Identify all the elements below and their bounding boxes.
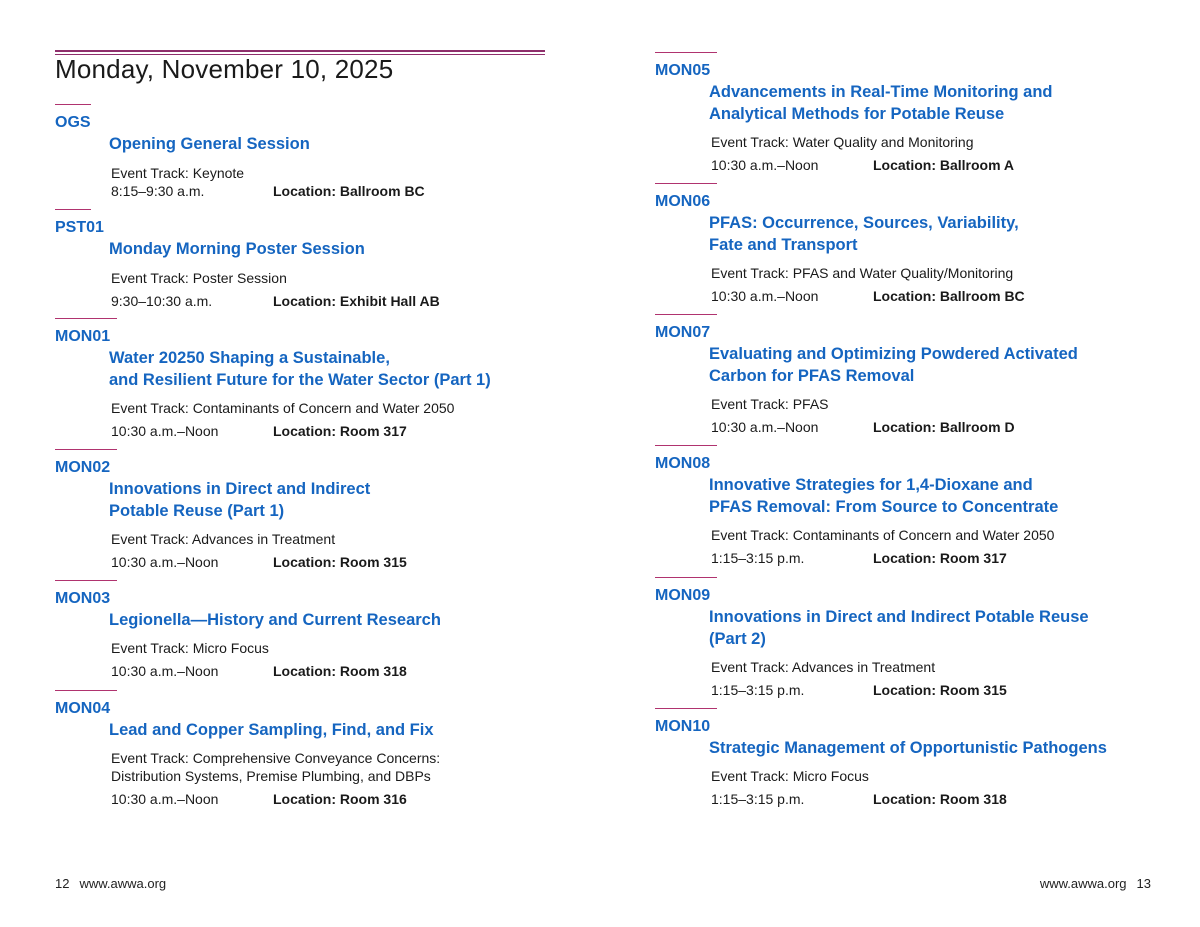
session-meta <box>111 790 600 808</box>
event-track: Event Track: Contaminants of Concern and Water 2050 <box>711 527 1055 543</box>
session-meta <box>111 182 600 200</box>
event-track: Event Track: Comprehensive Conveyance Concerns: <box>111 750 441 766</box>
session-title <box>109 347 600 391</box>
session-location: Location: Room 316 <box>273 791 407 807</box>
session-title <box>709 606 1175 650</box>
session-rule <box>655 52 717 53</box>
session-location: Location: Ballroom BC <box>273 183 425 199</box>
session-title <box>109 478 600 522</box>
session-location: Location: Ballroom D <box>873 419 1015 435</box>
session-location: Location: Room 315 <box>273 554 407 570</box>
session-title <box>709 81 1175 125</box>
session-rule <box>55 690 117 691</box>
session-location: Location: Room 318 <box>873 791 1007 807</box>
footer-right <box>1030 876 1151 891</box>
session-title <box>109 133 600 155</box>
page-number: 12 <box>55 876 70 891</box>
session-title <box>709 474 1175 518</box>
session-title-line: Evaluating and Optimizing Powdered Activated <box>709 345 1078 363</box>
session-mon08 <box>655 445 1175 567</box>
session-code: MON01 <box>55 328 111 345</box>
session-time: 9:30–10:30 a.m. <box>111 293 213 309</box>
event-track: Event Track: Poster Session <box>111 270 287 286</box>
session-mon09 <box>655 577 1175 699</box>
session-meta <box>111 662 600 680</box>
session-mon02 <box>55 449 600 571</box>
session-meta <box>711 790 1175 808</box>
session-title-line: Strategic Management of Opportunistic Pathogens <box>709 739 1107 757</box>
page-title: Monday, November 10, 2025 <box>55 54 394 84</box>
session-mon10 <box>655 708 1175 808</box>
event-track-continued: Distribution Systems, Premise Plumbing, and DBPs <box>111 768 431 784</box>
session-location: Location: Room 317 <box>873 550 1007 566</box>
session-time: 1:15–3:15 p.m. <box>711 791 805 807</box>
session-meta <box>711 549 1175 567</box>
session-time: 10:30 a.m.–Noon <box>711 419 819 435</box>
session-time: 10:30 a.m.–Noon <box>111 554 219 570</box>
session-mon06 <box>655 183 1175 305</box>
session-rule <box>55 449 117 450</box>
session-title-line: PFAS Removal: From Source to Concentrate <box>709 498 1059 516</box>
session-title <box>709 737 1175 759</box>
session-code: PST01 <box>55 219 104 236</box>
session-rule <box>655 183 717 184</box>
session-rule <box>55 580 117 581</box>
event-track: Event Track: Keynote <box>111 165 245 181</box>
event-track: Event Track: Micro Focus <box>711 768 869 784</box>
session-code: MON05 <box>655 62 711 79</box>
event-track: Event Track: PFAS <box>711 396 829 412</box>
event-track: Event Track: Micro Focus <box>111 640 269 656</box>
session-rule <box>55 104 91 105</box>
session-code: MON09 <box>655 587 711 604</box>
session-time: 10:30 a.m.–Noon <box>111 423 219 439</box>
session-time: 10:30 a.m.–Noon <box>711 288 819 304</box>
session-code: MON02 <box>55 459 111 476</box>
session-time: 1:15–3:15 p.m. <box>711 682 805 698</box>
session-code: MON04 <box>55 700 111 717</box>
session-mon04 <box>55 690 600 808</box>
session-title-line: Advancements in Real-Time Monitoring and <box>709 83 1053 101</box>
session-location: Location: Room 318 <box>273 663 407 679</box>
session-pst01 <box>55 209 600 310</box>
session-time: 10:30 a.m.–Noon <box>111 791 219 807</box>
session-time: 8:15–9:30 a.m. <box>111 183 205 199</box>
session-meta <box>111 553 600 571</box>
session-rule <box>655 708 717 709</box>
session-mon07 <box>655 314 1175 436</box>
event-track: Event Track: Advances in Treatment <box>711 659 936 675</box>
session-title-line: Analytical Methods for Potable Reuse <box>709 105 1005 123</box>
session-mon05 <box>655 52 1175 174</box>
session-title <box>109 238 600 260</box>
session-code: MON08 <box>655 455 711 472</box>
session-rule <box>655 314 717 315</box>
session-location: Location: Exhibit Hall AB <box>273 293 440 309</box>
session-title-line: PFAS: Occurrence, Sources, Variability, <box>709 214 1019 232</box>
session-meta <box>711 156 1175 174</box>
session-title <box>109 609 600 631</box>
session-code: MON07 <box>655 324 711 341</box>
session-code: MON10 <box>655 718 711 735</box>
session-meta <box>111 422 600 440</box>
footer-left <box>55 876 176 891</box>
footer-website[interactable]: www.awwa.org <box>79 876 167 891</box>
session-title <box>109 719 600 741</box>
session-rule <box>655 445 717 446</box>
session-title <box>709 212 1175 256</box>
event-track: Event Track: Contaminants of Concern and Water 2050 <box>111 400 455 416</box>
session-rule <box>55 209 91 210</box>
session-rule <box>55 318 117 319</box>
session-title-line: Potable Reuse (Part 1) <box>109 502 285 520</box>
session-ogs <box>55 104 600 200</box>
session-meta <box>111 292 600 310</box>
session-time: 10:30 a.m.–Noon <box>111 663 219 679</box>
session-location: Location: Room 317 <box>273 423 407 439</box>
session-title-line: Water 20250 Shaping a Sustainable, <box>109 349 390 367</box>
event-track: Event Track: PFAS and Water Quality/Monitoring <box>711 265 1014 281</box>
session-meta <box>711 681 1175 699</box>
session-code: OGS <box>55 114 91 131</box>
session-title-line: Carbon for PFAS Removal <box>709 367 915 385</box>
session-mon03 <box>55 580 600 680</box>
session-code: MON03 <box>55 590 111 607</box>
page-number: 13 <box>1136 876 1151 891</box>
session-mon01 <box>55 318 600 440</box>
session-meta <box>711 287 1175 305</box>
event-track: Event Track: Water Quality and Monitoring <box>711 134 974 150</box>
session-title-line: and Resilient Future for the Water Sector (Part 1) <box>109 371 491 389</box>
event-track: Event Track: Advances in Treatment <box>111 531 336 547</box>
session-title-line: Innovative Strategies for 1,4-Dioxane and <box>709 476 1033 494</box>
session-title-line: (Part 2) <box>709 630 766 648</box>
session-title <box>709 343 1175 387</box>
session-code: MON06 <box>655 193 711 210</box>
session-time: 10:30 a.m.–Noon <box>711 157 819 173</box>
session-time: 1:15–3:15 p.m. <box>711 550 805 566</box>
session-meta <box>711 418 1175 436</box>
session-title-line: Legionella—History and Current Research <box>109 611 441 629</box>
session-rule <box>655 577 717 578</box>
session-location: Location: Room 315 <box>873 682 1007 698</box>
session-location: Location: Ballroom A <box>873 157 1015 173</box>
session-title-line: Monday Morning Poster Session <box>109 240 365 258</box>
session-title-line: Fate and Transport <box>709 236 858 254</box>
session-title-line: Innovations in Direct and Indirect Potable Reuse <box>709 608 1089 626</box>
footer-website[interactable]: www.awwa.org <box>1039 876 1127 891</box>
session-title-line: Innovations in Direct and Indirect <box>109 480 371 498</box>
session-title-line: Lead and Copper Sampling, Find, and Fix <box>109 721 434 739</box>
session-title-line: Opening General Session <box>109 135 310 153</box>
session-location: Location: Ballroom BC <box>873 288 1025 304</box>
